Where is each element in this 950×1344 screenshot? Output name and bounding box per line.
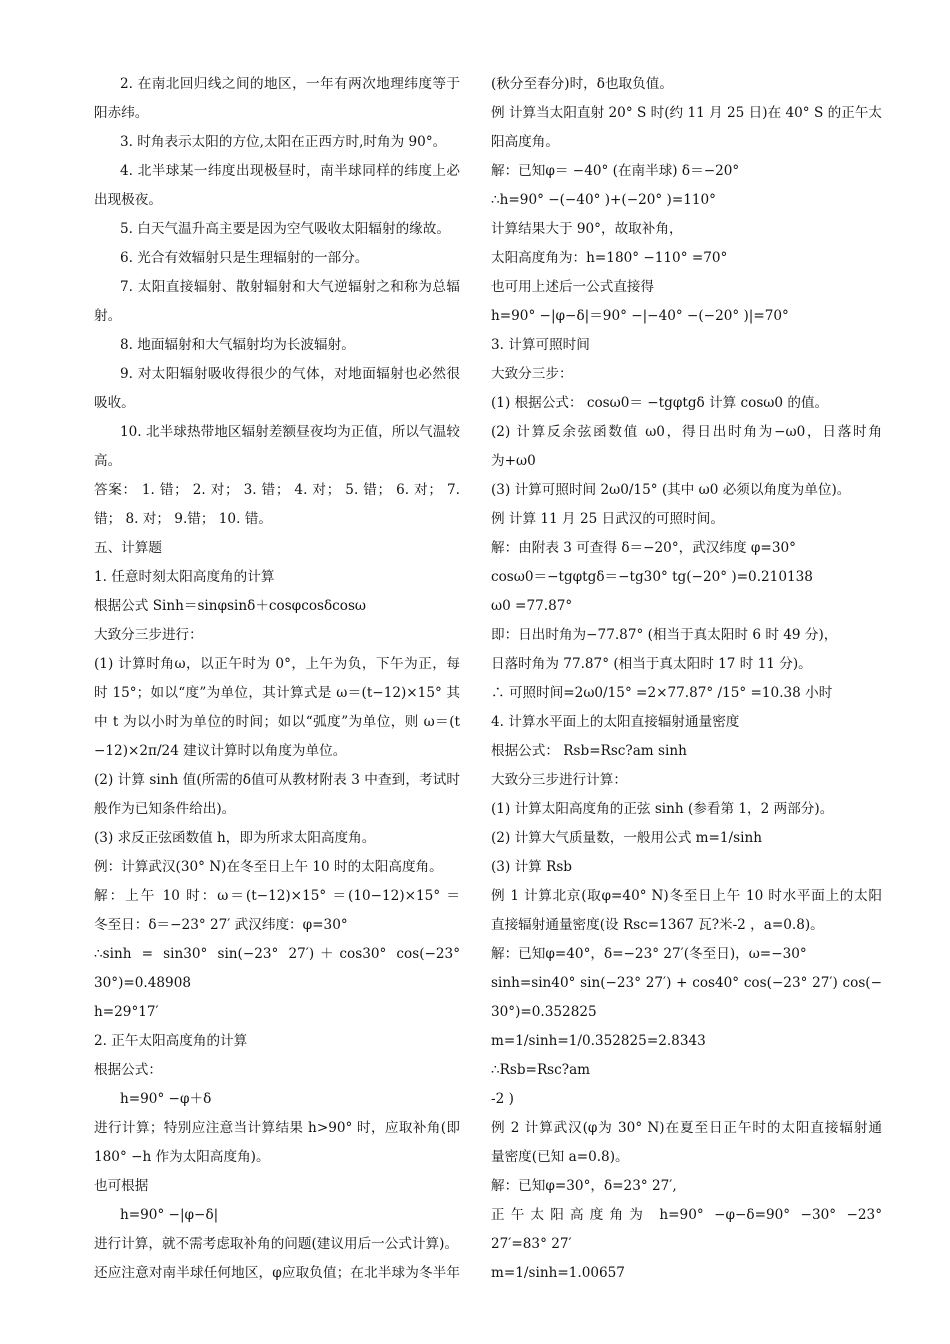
text-line: 根据公式： Rsb=Rsc?am sinh <box>491 743 687 759</box>
text-line: 般作为已知条件给出)。 <box>94 801 236 817</box>
text-line: 答案： 1. 错； 2. 对； 3. 错； 4. 对； 5. 错； 6. 对； 7. <box>94 482 460 498</box>
text-line: 解：由附表 3 可查得 δ＝−20°，武汉纬度 φ=30° <box>491 540 796 556</box>
text-line: (2) 计算大气质量数，一般用公式 m=1/sinh <box>491 830 762 846</box>
text-line: sinh=sin40° sin(−23° 27′) + cos40° cos(−23° 27′) cos(− <box>491 975 882 991</box>
text-line: (3) 求反正弦函数值 h，即为所求太阳高度角。 <box>94 830 376 846</box>
text-line: cosω0＝−tgφtgδ＝−tg30° tg(−20° )=0.210138 <box>491 569 813 585</box>
text-line: 4. 北半球某一纬度出现极昼时，南半球同样的纬度上必 <box>120 163 460 179</box>
text-line: 日落时角为 77.87° (相当于真太阳时 17 时 11 分)。 <box>491 656 812 672</box>
text-line: 例 2 计算武汉(φ为 30° N)在夏至日正午时的太阳直接辐射通 <box>491 1120 882 1136</box>
text-line: 解：已知φ=40°，δ=−23° 27′(冬至日)，ω=−30° <box>491 946 807 962</box>
text-line: 中 t 为以小时为单位的时间；如以“弧度”为单位，则 ω＝(t <box>94 714 460 730</box>
text-line: 进行计算，就不需考虑取补角的问题(建议用后一公式计算)。 <box>94 1236 459 1252</box>
text-line: ∴Rsb=Rsc?am <box>491 1062 591 1078</box>
text-line: ∴ 可照时间=2ω0/15° =2×77.87° /15° =10.38 小时 <box>491 685 833 701</box>
text-line: m=1/sinh=1/0.352825=2.8343 <box>491 1033 706 1049</box>
text-line: (1) 计算时角ω，以正午时为 0°，上午为负，下午为正，每 <box>94 656 460 672</box>
text-line: 8. 地面辐射和大气辐射均为长波辐射。 <box>120 337 355 353</box>
text-line: 27′=83° 27′ <box>491 1236 572 1252</box>
text-line: (秋分至春分)时，δ也取负值。 <box>491 76 673 92</box>
text-line: 还应注意对南半球任何地区，φ应取负值；在北半球为冬半年 <box>94 1265 460 1281</box>
text-line: 阳高度角。 <box>491 134 559 150</box>
text-line: 五、计算题 <box>94 540 162 556</box>
text-line: 例 计算当太阳直射 20° S 时(约 11 月 25 日)在 40° S 的正午太 <box>491 105 882 121</box>
text-line: 3. 计算可照时间 <box>491 337 590 353</box>
text-line: 30°)=0.48908 <box>94 975 192 991</box>
text-line: 7. 太阳直接辐射、散射辐射和大气逆辐射之和称为总辐 <box>120 279 460 295</box>
text-line: 2. 在南北回归线之间的地区，一年有两次地理纬度等于 <box>120 76 460 92</box>
text-line: 2. 正午太阳高度角的计算 <box>94 1033 248 1049</box>
text-line: h=29°17′ <box>94 1004 159 1020</box>
text-line: ∴sinh = sin30° sin(−23° 27′)＋cos30° cos(−23° <box>94 946 460 962</box>
text-line: 错； 8. 对； 9.错； 10. 错。 <box>94 511 272 527</box>
text-line: 出现极夜。 <box>94 192 162 208</box>
text-line: 直接辐射通量密度(设 Rsc=1367 瓦?米-2 ，a=0.8)。 <box>491 917 824 933</box>
text-line: 3. 时角表示太阳的方位,太阳在正西方时,时角为 90°。 <box>120 134 447 150</box>
text-line: ω0 =77.87° <box>491 598 573 614</box>
text-line: 30°)=0.352825 <box>491 1004 597 1020</box>
text-line: h=90° −|φ−δ|＝90° −|−40° −(−20° )|=70° <box>491 308 789 324</box>
text-line: (3) 计算 Rsb <box>491 859 572 875</box>
text-line: 射。 <box>94 308 122 324</box>
text-line: h=90° −φ＋δ <box>120 1091 212 1107</box>
right-column <box>491 70 882 1288</box>
text-line: 解：上午 10 时：ω＝(t−12)×15° ＝(10−12)×15° ＝ <box>94 888 460 904</box>
text-line: (1) 根据公式： cosω0＝ −tgφtgδ 计算 cosω0 的值。 <box>491 395 829 411</box>
text-line: 也可用上述后一公式直接得 <box>491 279 655 295</box>
text-line: 1. 任意时刻太阳高度角的计算 <box>94 569 275 585</box>
text-line: 量密度(已知 a=0.8)。 <box>491 1149 629 1165</box>
text-line: 太阳高度角为：h=180° −110° =70° <box>491 250 728 266</box>
text-line: 冬至日：δ＝−23° 27′ 武汉纬度：φ=30° <box>94 917 348 933</box>
text-line: 例 1 计算北京(取φ=40° N)冬至日上午 10 时水平面上的太阳 <box>491 888 882 904</box>
text-line: 为+ω0 <box>491 453 536 469</box>
left-column <box>94 70 460 1288</box>
text-line: 6. 光合有效辐射只是生理辐射的一部分。 <box>120 250 369 266</box>
text-line: (2) 计算 sinh 值(所需的δ值可从教材附表 3 中查到，考试时 <box>94 772 460 788</box>
text-line: 吸收。 <box>94 395 135 411</box>
text-line: 大致分三步进行： <box>94 627 203 643</box>
text-line: 9. 对太阳辐射吸收得很少的气体，对地面辐射也必然很 <box>120 366 460 382</box>
text-line: 高。 <box>94 453 122 469</box>
text-line: 5. 白天气温升高主要是因为空气吸收太阳辐射的缘故。 <box>120 221 450 237</box>
text-line: 正午太阳高度角为 h=90° −φ−δ=90° −30° −23° <box>491 1207 882 1223</box>
text-line: (2) 计算反余弦函数值 ω0，得日出时角为−ω0，日落时角 <box>491 424 882 440</box>
text-line: 解：已知φ＝ −40° (在南半球) δ＝−20° <box>491 163 740 179</box>
text-line: 根据公式 Sinh＝sinφsinδ＋cosφcosδcosω <box>94 598 367 614</box>
text-line: 阳赤纬。 <box>94 105 149 121</box>
text-line: 进行计算；特别应注意当计算结果 h>90° 时，应取补角(即 <box>94 1120 460 1136</box>
text-line: 时 15°；如以“度”为单位，其计算式是 ω＝(t−12)×15° 其 <box>94 685 460 701</box>
text-line: m=1/sinh=1.00657 <box>491 1265 625 1281</box>
text-line: 例 计算 11 月 25 日武汉的可照时间。 <box>491 511 724 527</box>
text-line: 解：已知φ=30°，δ=23° 27′, <box>491 1178 677 1194</box>
text-line: −12)×2π/24 建议计算时以角度为单位。 <box>94 743 347 759</box>
text-line: 即：日出时角为−77.87° (相当于真太阳时 6 时 49 分)， <box>491 627 838 643</box>
text-line: 10. 北半球热带地区辐射差额昼夜均为正值，所以气温较 <box>120 424 460 440</box>
text-line: h=90° −|φ−δ| <box>120 1207 219 1223</box>
text-line: 计算结果大于 90°，故取补角， <box>491 221 683 237</box>
text-line: 根据公式： <box>94 1062 162 1078</box>
text-line: 180° −h 作为太阳高度角)。 <box>94 1149 270 1165</box>
text-line: 大致分三步： <box>491 366 573 382</box>
text-line: 4. 计算水平面上的太阳直接辐射通量密度 <box>491 714 740 730</box>
text-line: (3) 计算可照时间 2ω0/15° (其中 ω0 必须以角度为单位)。 <box>491 482 851 498</box>
text-line: 例：计算武汉(30° N)在冬至日上午 10 时的太阳高度角。 <box>94 859 443 875</box>
text-line: 大致分三步进行计算： <box>491 772 627 788</box>
text-line: 也可根据 <box>94 1178 149 1194</box>
text-line: (1) 计算太阳高度角的正弦 sinh (参看第 1，2 两部分)。 <box>491 801 834 817</box>
text-line: ∴h=90° −(−40° )+(−20° )=110° <box>491 192 716 208</box>
text-line: -2 ) <box>491 1091 514 1107</box>
